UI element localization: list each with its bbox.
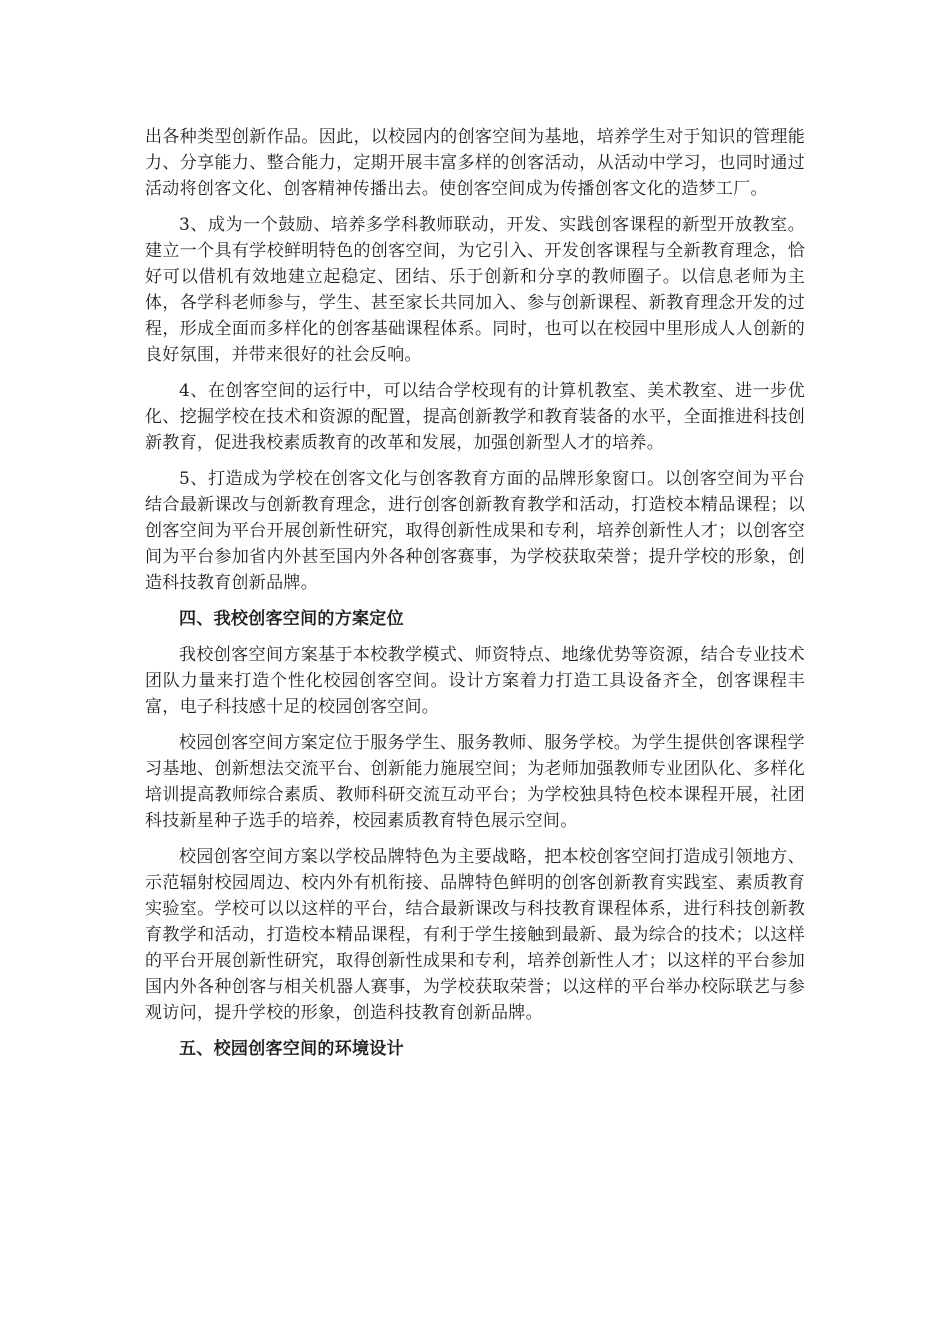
paragraph-item-4: 4、在创客空间的运行中，可以结合学校现有的计算机教室、美术教室、进一步优化、挖掘学校在技术和资源的配置，提高创新教学和教育装备的水平，全面推进科技创新教育，促进我校素质教育的改革和发展，加强创新型人才的培养。	[145, 381, 805, 453]
section-heading-5: 五、校园创客空间的环境设计	[179, 1039, 404, 1059]
section-heading-4: 四、我校创客空间的方案定位	[179, 609, 404, 629]
paragraph-continuation: 出各种类型创新作品。因此，以校园内的创客空间为基地，培养学生对于知识的管理能力、分享能力、整合能力，定期开展丰富多样的创客活动，从活动中学习，也同时通过活动将创客文化、创客精神传播出去。使创客空间成为传播创客文化的造梦工厂。	[145, 127, 805, 199]
paragraph-positioning-2: 校园创客空间方案定位于服务学生、服务教师、服务学校。为学生提供创客课程学习基地、创新想法交流平台、创新能力施展空间；为老师加强教师专业团队化、多样化培训提高教师综合素质、教师科研交流互动平台；为学校独具特色校本课程开展，社团科技新星种子选手的培养，校园素质教育特色展示空间。	[145, 733, 805, 831]
paragraph-item-3: 3、成为一个鼓励、培养多学科教师联动，开发、实践创客课程的新型开放教室。建立一个具有学校鲜明特色的创客空间，为它引入、开发创客课程与全新教育理念，恰好可以借机有效地建立起稳定、团结、乐于创新和分享的教师圈子。以信息老师为主体，各学科老师参与，学生、甚至家长共同加入、参与创新课程、新教育理念开发的过程，形成全面而多样化的创客基础课程体系。同时，也可以在校园中里形成人人创新的良好氛围，并带来很好的社会反响。	[145, 215, 805, 365]
paragraph-positioning-1: 我校创客空间方案基于本校教学模式、师资特点、地缘优势等资源，结合专业技术团队力量来打造个性化校园创客空间。设计方案着力打造工具设备齐全，创客课程丰富，电子科技感十足的校园创客空间。	[145, 645, 805, 717]
paragraph-positioning-3: 校园创客空间方案以学校品牌特色为主要战略，把本校创客空间打造成引领地方、示范辐射校园周边、校内外有机衔接、品牌特色鲜明的创客创新教育实践室、素质教育实验室。学校可以以这样的平台，结合最新课改与科技教育课程体系，进行科技创新教育教学和活动，打造校本精品课程，有利于学生接触到最新、最为综合的技术；以这样的平台开展创新性研究，取得创新性成果和专利，培养创新性人才；以这样的平台参加国内外各种创客与相关机器人赛事，为学校获取荣誉；以这样的平台举办校际联艺与参观访问，提升学校的形象，创造科技教育创新品牌。	[145, 847, 805, 1023]
document-body	[145, 124, 805, 1072]
paragraph-item-5: 5、打造成为学校在创客文化与创客教育方面的品牌形象窗口。以创客空间为平台结合最新课改与创新教育理念，进行创客创新教育教学和活动，打造校本精品课程；以创客空间为平台开展创新性研究，取得创新性成果和专利，培养创新性人才；以创客空间为平台参加省内外甚至国内外各种创客赛事，为学校获取荣誉；提升学校的形象，创造科技教育创新品牌。	[145, 469, 805, 593]
